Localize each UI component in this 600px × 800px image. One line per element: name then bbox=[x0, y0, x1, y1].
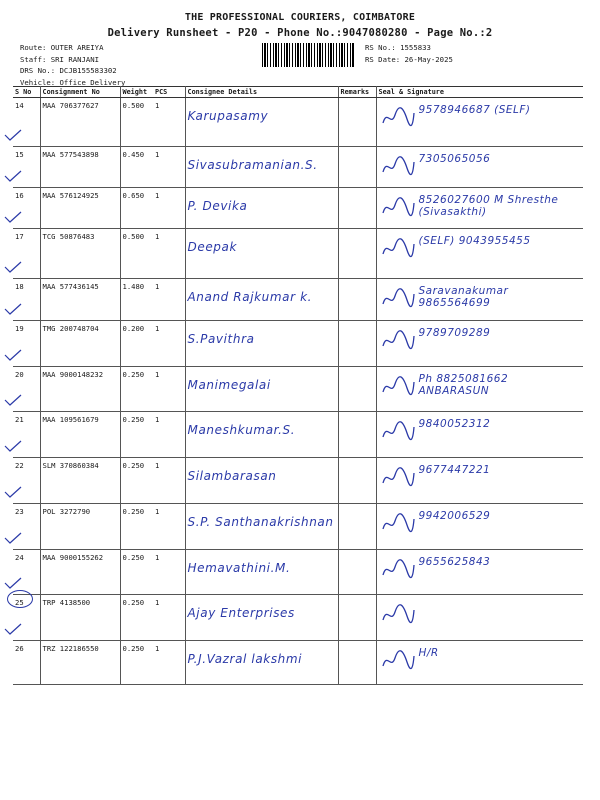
table-row bbox=[13, 504, 583, 550]
cell-consignee bbox=[185, 504, 338, 550]
col-sno: S No bbox=[13, 87, 40, 98]
cell-sno: 16 bbox=[13, 188, 40, 229]
cell-consignee bbox=[185, 458, 338, 504]
signature-scrawl bbox=[381, 286, 415, 310]
col-signature: Seal & Signature bbox=[376, 87, 583, 98]
cell-signature bbox=[376, 321, 583, 367]
tick-mark bbox=[4, 349, 22, 361]
signature-area bbox=[379, 553, 582, 589]
signature-handwriting: Saravanakumar 9865564699 bbox=[418, 285, 509, 309]
col-remarks: Remarks bbox=[338, 87, 376, 98]
cell-remarks bbox=[338, 504, 376, 550]
table-header-row bbox=[13, 87, 583, 98]
signature-scrawl bbox=[381, 105, 415, 129]
table-row bbox=[13, 641, 583, 685]
signature-scrawl bbox=[381, 195, 415, 219]
cell-remarks bbox=[338, 147, 376, 188]
cell-consignee bbox=[185, 595, 338, 641]
cell-weight: 0.450 bbox=[120, 147, 153, 188]
signature-area bbox=[379, 150, 582, 186]
signature-handwriting: 9655625843 bbox=[418, 556, 491, 568]
table-row bbox=[13, 147, 583, 188]
tick-mark bbox=[4, 623, 22, 635]
cell-consignment: TRP 4138500 bbox=[40, 595, 120, 641]
cell-pcs: 1 bbox=[153, 504, 185, 550]
signature-scrawl bbox=[381, 602, 415, 626]
signature-scrawl bbox=[381, 511, 415, 535]
cell-signature bbox=[376, 367, 583, 412]
consignee-handwriting: Silambarasan bbox=[187, 469, 277, 483]
cell-weight: 0.200 bbox=[120, 321, 153, 367]
col-weight: Weight bbox=[120, 87, 153, 98]
cell-weight: 0.250 bbox=[120, 412, 153, 458]
signature-handwriting: 9677447221 bbox=[418, 464, 491, 476]
rs-date: RS Date: 26-May-2025 bbox=[365, 54, 453, 64]
cell-sno: 26 bbox=[13, 641, 40, 685]
cell-remarks bbox=[338, 458, 376, 504]
cell-consignment: MAA 577436145 bbox=[40, 279, 120, 321]
table-row bbox=[13, 229, 583, 279]
cell-pcs: 1 bbox=[153, 321, 185, 367]
cell-weight: 0.250 bbox=[120, 595, 153, 641]
cell-consignment: TRZ 122186550 bbox=[40, 641, 120, 685]
table-row bbox=[13, 412, 583, 458]
cell-remarks bbox=[338, 321, 376, 367]
cell-pcs: 1 bbox=[153, 367, 185, 412]
company-name: THE PROFESSIONAL COURIERS, COIMBATORE bbox=[184, 12, 416, 23]
signature-area bbox=[379, 644, 582, 680]
cell-sno: 18 bbox=[13, 279, 40, 321]
signature-area bbox=[379, 598, 582, 634]
cell-remarks bbox=[338, 188, 376, 229]
tick-mark bbox=[4, 440, 22, 452]
cell-sno: 22 bbox=[13, 458, 40, 504]
table-row bbox=[13, 458, 583, 504]
signature-scrawl bbox=[381, 419, 415, 443]
cell-consignee bbox=[185, 321, 338, 367]
tick-mark bbox=[4, 211, 22, 223]
consignee-handwriting: Manimegalai bbox=[187, 378, 271, 392]
consignee-handwriting: Sivasubramanian.S. bbox=[187, 158, 318, 172]
table-row bbox=[13, 550, 583, 595]
cell-consignment: MAA 576124925 bbox=[40, 188, 120, 229]
cell-consignment: TCG 50876483 bbox=[40, 229, 120, 279]
tick-mark bbox=[4, 532, 22, 544]
cell-remarks bbox=[338, 229, 376, 279]
drs-number: DRS No.: DCJB155583302 bbox=[20, 66, 117, 75]
cell-signature bbox=[376, 595, 583, 641]
cell-remarks bbox=[338, 641, 376, 685]
cell-sno: 23 bbox=[13, 504, 40, 550]
consignee-handwriting: S.P. Santhanakrishnan bbox=[187, 515, 334, 529]
cell-signature bbox=[376, 98, 583, 147]
cell-consignee bbox=[185, 188, 338, 229]
cell-consignee bbox=[185, 98, 338, 147]
cell-consignment: TMG 200748704 bbox=[40, 321, 120, 367]
meta-right bbox=[365, 42, 453, 65]
cell-pcs: 1 bbox=[153, 412, 185, 458]
cell-signature bbox=[376, 412, 583, 458]
cell-consignee bbox=[185, 279, 338, 321]
cell-weight: 0.250 bbox=[120, 458, 153, 504]
signature-area bbox=[379, 232, 582, 268]
tick-mark bbox=[4, 261, 22, 273]
signature-handwriting: H/R bbox=[418, 647, 439, 659]
cell-signature bbox=[376, 458, 583, 504]
signature-handwriting: Ph 8825081662 ANBARASUN bbox=[418, 373, 509, 397]
cell-pcs: 1 bbox=[153, 279, 185, 321]
row-26-circle-mark bbox=[7, 590, 33, 608]
signature-scrawl bbox=[381, 154, 415, 178]
signature-handwriting: 9840052312 bbox=[418, 418, 491, 430]
cell-consignment: SLM 370860384 bbox=[40, 458, 120, 504]
tick-mark bbox=[4, 303, 22, 315]
signature-area bbox=[379, 324, 582, 360]
cell-pcs: 1 bbox=[153, 595, 185, 641]
signature-handwriting: 8526027600 M Shresthe (Sivasakthi) bbox=[418, 194, 559, 218]
consignee-handwriting: Anand Rajkumar k. bbox=[187, 290, 313, 304]
cell-consignee bbox=[185, 367, 338, 412]
consignee-handwriting: Deepak bbox=[187, 240, 238, 254]
cell-consignee bbox=[185, 147, 338, 188]
vehicle: Vehicle: Office Delivery bbox=[20, 77, 126, 87]
cell-pcs: 1 bbox=[153, 229, 185, 279]
signature-handwriting: (SELF) 9043955455 bbox=[418, 235, 531, 247]
cell-consignee bbox=[185, 412, 338, 458]
consignee-handwriting: P. Devika bbox=[187, 199, 248, 213]
consignee-handwriting: Ajay Enterprises bbox=[187, 606, 295, 620]
cell-pcs: 1 bbox=[153, 188, 185, 229]
signature-handwriting: 9942006529 bbox=[418, 510, 491, 522]
cell-pcs: 1 bbox=[153, 641, 185, 685]
cell-sno: 17 bbox=[13, 229, 40, 279]
signature-area bbox=[379, 461, 582, 497]
consignee-handwriting: Karupasamy bbox=[187, 109, 269, 123]
cell-signature bbox=[376, 641, 583, 685]
cell-pcs: 1 bbox=[153, 147, 185, 188]
runsheet-table bbox=[13, 86, 583, 685]
cell-sno: 21 bbox=[13, 412, 40, 458]
cell-remarks bbox=[338, 367, 376, 412]
consignee-handwriting: P.J.Vazral lakshmi bbox=[187, 652, 303, 666]
signature-area bbox=[379, 415, 582, 451]
signature-scrawl bbox=[381, 328, 415, 352]
cell-weight: 0.250 bbox=[120, 367, 153, 412]
col-consignment: Consignment No bbox=[40, 87, 120, 98]
cell-pcs: 1 bbox=[153, 98, 185, 147]
table-row bbox=[13, 595, 583, 641]
signature-scrawl bbox=[381, 648, 415, 672]
cell-consignment: MAA 9000148232 bbox=[40, 367, 120, 412]
cell-signature bbox=[376, 229, 583, 279]
route: Route: OUTER AREIYA bbox=[20, 43, 104, 52]
table-row bbox=[13, 367, 583, 412]
staff: Staff: SRI RANJANI bbox=[20, 54, 100, 64]
cell-remarks bbox=[338, 98, 376, 147]
signature-area bbox=[379, 370, 582, 406]
signature-area bbox=[379, 507, 582, 543]
table-row bbox=[13, 321, 583, 367]
cell-signature bbox=[376, 147, 583, 188]
cell-pcs: 1 bbox=[153, 550, 185, 595]
cell-remarks bbox=[338, 595, 376, 641]
cell-sno: 25 bbox=[13, 595, 40, 641]
cell-sno: 19 bbox=[13, 321, 40, 367]
cell-consignee bbox=[185, 229, 338, 279]
rs-number: RS No.: 1555833 bbox=[365, 43, 431, 52]
cell-signature bbox=[376, 188, 583, 229]
col-pcs: PCS bbox=[153, 87, 185, 98]
signature-area bbox=[379, 101, 582, 137]
cell-weight: 0.250 bbox=[120, 504, 153, 550]
cell-weight: 0.650 bbox=[120, 188, 153, 229]
signature-area bbox=[379, 191, 582, 227]
cell-consignment: MAA 577543898 bbox=[40, 147, 120, 188]
consignee-handwriting: Hemavathini.M. bbox=[187, 561, 291, 575]
cell-remarks bbox=[338, 412, 376, 458]
barcode bbox=[262, 43, 354, 67]
tick-mark bbox=[4, 170, 22, 182]
cell-signature bbox=[376, 279, 583, 321]
runsheet-title: Delivery Runsheet - P20 - Phone No.:9047080280 - Page No.:2 bbox=[107, 27, 493, 39]
signature-scrawl bbox=[381, 557, 415, 581]
signature-handwriting: 7305065056 bbox=[418, 153, 491, 165]
cell-weight: 0.500 bbox=[120, 229, 153, 279]
cell-pcs: 1 bbox=[153, 458, 185, 504]
meta-left bbox=[20, 42, 125, 88]
cell-consignee bbox=[185, 641, 338, 685]
signature-handwriting: 9789709289 bbox=[418, 327, 491, 339]
cell-sno: 24 bbox=[13, 550, 40, 595]
cell-weight: 0.250 bbox=[120, 641, 153, 685]
tick-mark bbox=[4, 486, 22, 498]
signature-scrawl bbox=[381, 374, 415, 398]
table-row bbox=[13, 98, 583, 147]
signature-scrawl bbox=[381, 236, 415, 260]
signature-handwriting: 9578946687 (SELF) bbox=[418, 104, 531, 116]
cell-signature bbox=[376, 550, 583, 595]
table-row bbox=[13, 188, 583, 229]
consignee-handwriting: S.Pavithra bbox=[187, 332, 255, 346]
signature-scrawl bbox=[381, 465, 415, 489]
cell-signature bbox=[376, 504, 583, 550]
signature-area bbox=[379, 282, 582, 318]
col-consignee: Consignee Details bbox=[185, 87, 338, 98]
cell-remarks bbox=[338, 550, 376, 595]
cell-weight: 0.500 bbox=[120, 98, 153, 147]
cell-consignee bbox=[185, 550, 338, 595]
cell-consignment: MAA 706377627 bbox=[40, 98, 120, 147]
cell-consignment: MAA 109561679 bbox=[40, 412, 120, 458]
cell-weight: 0.250 bbox=[120, 550, 153, 595]
tick-mark bbox=[4, 129, 22, 141]
cell-sno: 15 bbox=[13, 147, 40, 188]
table-row bbox=[13, 279, 583, 321]
cell-consignment: MAA 9000155262 bbox=[40, 550, 120, 595]
cell-weight: 1.480 bbox=[120, 279, 153, 321]
consignee-handwriting: Maneshkumar.S. bbox=[187, 423, 296, 437]
cell-remarks bbox=[338, 279, 376, 321]
tick-mark bbox=[4, 577, 22, 589]
cell-sno: 14 bbox=[13, 98, 40, 147]
cell-consignment: POL 3272790 bbox=[40, 504, 120, 550]
cell-sno: 20 bbox=[13, 367, 40, 412]
tick-mark bbox=[4, 394, 22, 406]
